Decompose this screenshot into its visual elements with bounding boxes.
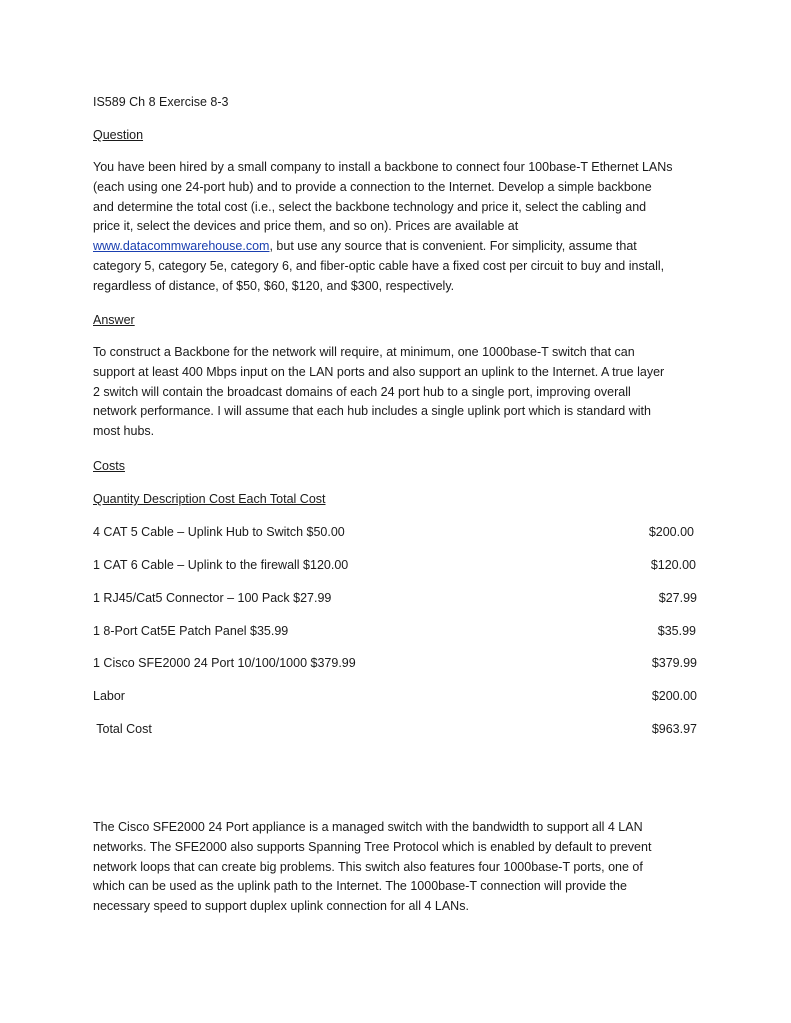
cost-row-description: 1 RJ45/Cat5 Connector – 100 Pack $27.99 [93, 591, 332, 605]
answer-line: network performance. I will assume that each hub includes a single uplink port which is standard with [93, 404, 651, 419]
cost-table-header: Quantity Description Cost Each Total Cost [93, 492, 326, 506]
datacommwarehouse-link[interactable]: www.datacommwarehouse.com [93, 239, 270, 254]
cost-row-description: 1 8-Port Cat5E Patch Panel $35.99 [93, 624, 289, 638]
question-line: You have been hired by a small company to install a backbone to connect four 100base-T Ethernet LANs [93, 160, 673, 174]
cost-row-total: $963.97 [651, 722, 697, 736]
cost-row-total: $200.00 [648, 525, 694, 539]
closing-line: networks. The SFE2000 also supports Spanning Tree Protocol which is enabled by default to prevent [93, 839, 652, 854]
answer-line: most hubs. [93, 424, 155, 439]
question-line-rest: , but use any source that is convenient. For simplicity, assume that [269, 239, 637, 254]
costs-heading: Costs [93, 459, 125, 473]
closing-paragraph [93, 818, 703, 917]
cost-row-total: $379.99 [651, 656, 697, 670]
answer-heading: Answer [93, 313, 135, 327]
question-line: price it, select the devices and price them, and so on). Prices are available at [93, 219, 519, 234]
cost-row-description: 1 CAT 6 Cable – Uplink to the firewall $120.00 [93, 558, 349, 572]
cost-row [93, 557, 697, 573]
cost-row-total: $120.00 [650, 558, 696, 572]
answer-line: 2 switch will contain the broadcast domains of each 24 port hub to a single port, improving overall [93, 384, 631, 399]
cost-row [93, 524, 697, 540]
question-line-with-link [93, 237, 703, 257]
question-heading: Question [93, 128, 144, 142]
question-line: and determine the total cost (i.e., select the backbone technology and price it, select the cabling and [93, 199, 647, 214]
closing-line: which can be used as the uplink path to the Internet. The 1000base-T connection will provide the [93, 879, 627, 894]
cost-row-grand-total [93, 721, 697, 737]
cost-row-total: $35.99 [657, 624, 696, 638]
question-line: category 5, category 5e, category 6, and fiber-optic cable have a fixed cost per circuit to buy and install, [93, 258, 665, 273]
document-title: IS589 Ch 8 Exercise 8-3 [93, 95, 229, 109]
cost-row-labor [93, 688, 697, 704]
closing-line: The Cisco SFE2000 24 Port appliance is a managed switch with the bandwidth to support all 4 LAN [93, 820, 643, 834]
cost-row-total: $200.00 [651, 689, 697, 703]
answer-line: To construct a Backbone for the network will require, at minimum, one 1000base-T switch that can [93, 345, 635, 359]
cost-row [93, 655, 697, 671]
question-line: regardless of distance, of $50, $60, $120, and $300, respectively. [93, 278, 455, 293]
answer-paragraph [93, 343, 703, 442]
cost-row-total: $27.99 [658, 591, 697, 605]
cost-row-description: 1 Cisco SFE2000 24 Port 10/100/1000 $379.99 [93, 656, 356, 670]
closing-line: network loops that can create big problems. This switch also features four 1000base-T ports, one of [93, 859, 643, 874]
cost-row-description: Labor [93, 689, 125, 703]
cost-row-description: Total Cost [93, 722, 152, 736]
cost-row [93, 590, 697, 606]
question-paragraph [93, 158, 703, 297]
cost-row-description: 4 CAT 5 Cable – Uplink Hub to Switch $50.00 [93, 525, 345, 539]
cost-row [93, 623, 697, 639]
closing-line: necessary speed to support duplex uplink connection for all 4 LANs. [93, 899, 469, 914]
question-line: (each using one 24-port hub) and to provide a connection to the Internet. Develop a simple backbone [93, 179, 652, 194]
answer-line: support at least 400 Mbps input on the LAN ports and also support an uplink to the Internet. A true layer [93, 364, 665, 379]
